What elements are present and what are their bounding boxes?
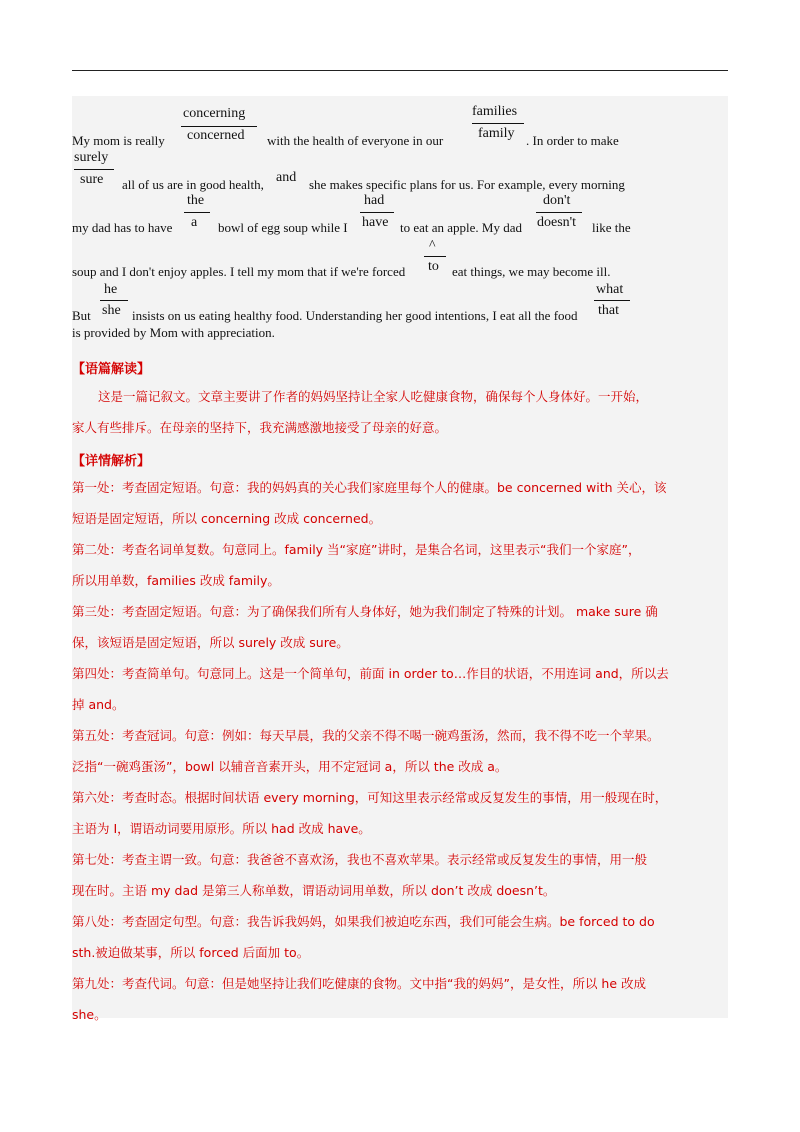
passage-line3-b: bowl of egg soup while I xyxy=(218,220,348,235)
section-heading-discourse: 【语篇解读】 xyxy=(72,362,151,377)
analysis-line: 掉 and。 xyxy=(72,697,125,712)
correction-7-new: don't xyxy=(543,193,571,208)
correction-10-bar xyxy=(594,300,630,301)
passage-line3-d: like the xyxy=(592,220,631,235)
correction-6-new: had xyxy=(364,193,385,208)
analysis-line: 主语为 I，谓语动词要用原形。所以 had 改成 have。 xyxy=(72,821,371,836)
correction-5-bar xyxy=(184,212,210,213)
correction-3-bar xyxy=(74,169,114,170)
passage-line4-a: soup and I don't enjoy apples. I tell my mom that if we're forced xyxy=(72,264,406,279)
passage-line5-b: insists on us eating healthy food. Understanding her good intentions, I eat all the food xyxy=(132,308,578,323)
correction-3-old: sure xyxy=(80,172,104,187)
analysis-line: 第七处：考查主谓一致。句意：我爸爸不喜欢汤，我也不喜欢苹果。表示经常或反复发生的事情，用一般 xyxy=(72,852,648,867)
passage-line2-b: she makes specific plans for us. For example, every morning xyxy=(309,177,625,192)
analysis-line: 第二处：考查名词单复数。句意同上。family 当“家庭”讲时，是集合名词，这里表示“我们一个家庭”， xyxy=(72,542,641,557)
passage-line2-a: all of us are in good health, xyxy=(122,177,264,192)
analysis-line: 第九处：考查代词。句意：但是她坚持让我们吃健康的食物。文中指“我的妈妈”，是女性，所以 he 改成 xyxy=(72,976,647,991)
analysis-line: 第一处：考查固定短语。句意：我的妈妈真的关心我们家庭里每个人的健康。be concerned with 关心，该 xyxy=(72,480,667,495)
correction-1-bar xyxy=(181,126,257,127)
correction-1-old: concerned xyxy=(187,128,245,143)
discourse-line-2: 家人有些排斥。在母亲的坚持下，我充满感激地接受了母亲的好意。 xyxy=(72,420,448,435)
passage-line1-b: with the health of everyone in our xyxy=(267,133,444,148)
analysis-line: 第三处：考查固定短语。句意：为了确保我们所有人身体好，她为我们制定了特殊的计划。 make sure 确 xyxy=(72,604,658,619)
analysis-line: 第六处：考查时态。根据时间状语 every morning，可知这里表示经常或反复发生的事情，用一般现在时， xyxy=(72,790,668,805)
correction-6-bar xyxy=(360,212,394,213)
passage-line3-a: my dad has to have xyxy=(72,220,173,235)
correction-8-old: to xyxy=(428,259,439,274)
passage-line4-b: eat things, we may become ill. xyxy=(452,264,611,279)
correction-9-old: she xyxy=(102,303,121,318)
discourse-line-1: 这是一篇记叙文。文章主要讲了作者的妈妈坚持让全家人吃健康食物，确保每个人身体好。一开始， xyxy=(98,389,649,404)
analysis-list xyxy=(72,472,728,1030)
correction-9-bar xyxy=(100,300,128,301)
correction-8-bar xyxy=(424,256,446,257)
analysis-line: sth.被迫做某事，所以 forced 后面加 to。 xyxy=(72,945,310,960)
analysis-line: she。 xyxy=(72,1007,107,1022)
correction-1-new: concerning xyxy=(183,106,246,121)
passage-line5-a: But xyxy=(72,308,91,323)
correction-2-old: family xyxy=(478,126,515,141)
correction-2-bar xyxy=(472,123,524,124)
analysis-line: 泛指“一碗鸡蛋汤”，bowl 以辅音音素开头，用不定冠词 a，所以 the 改成 a。 xyxy=(72,759,508,774)
discourse-paragraph xyxy=(72,381,728,443)
analysis-line: 现在时。主语 my dad 是第三人称单数，谓语动词用单数，所以 don’t 改成 doesn’t。 xyxy=(72,883,556,898)
analysis-line: 保，该短语是固定短语，所以 surely 改成 sure。 xyxy=(72,635,349,650)
correction-4-deleted: and xyxy=(276,170,297,185)
analysis-line: 短语是固定短语，所以 concerning 改成 concerned。 xyxy=(72,511,382,526)
correction-6-old: have xyxy=(362,215,389,230)
correction-7-old: doesn't xyxy=(537,215,577,230)
correction-7-bar xyxy=(536,212,582,213)
analysis-line: 第五处：考查冠词。句意：例如：每天早晨，我的父亲不得不喝一碗鸡蛋汤，然而，我不得不吃一个苹果。 xyxy=(72,728,660,743)
analysis-line: 所以用单数，families 改成 family。 xyxy=(72,573,280,588)
correction-10-new: what xyxy=(596,282,624,297)
correction-8-caret: ^ xyxy=(429,238,436,253)
correction-9-new: he xyxy=(104,282,118,297)
correction-2-new: families xyxy=(472,104,518,119)
header-rule xyxy=(72,70,728,71)
passage-line6: is provided by Mom with appreciation. xyxy=(72,325,275,340)
section-heading-analysis: 【详情解析】 xyxy=(72,454,151,469)
correction-10-old: that xyxy=(598,303,619,318)
passage-line3-c: to eat an apple. My dad xyxy=(400,220,523,235)
passage-line1-a: My mom is really xyxy=(72,133,165,148)
correction-5-old: a xyxy=(191,215,198,230)
analysis-line: 第四处：考查简单句。句意同上。这是一个简单句，前面 in order to…作目的状语，不用连词 and，所以去 xyxy=(72,666,669,681)
analysis-line: 第八处：考查固定句型。句意：我告诉我妈妈，如果我们被迫吃东西，我们可能会生病。be forced to do xyxy=(72,914,655,929)
passage-line1-c: . In order to make xyxy=(526,133,619,148)
correction-5-new: the xyxy=(187,193,205,208)
correction-3-new: surely xyxy=(74,150,109,165)
